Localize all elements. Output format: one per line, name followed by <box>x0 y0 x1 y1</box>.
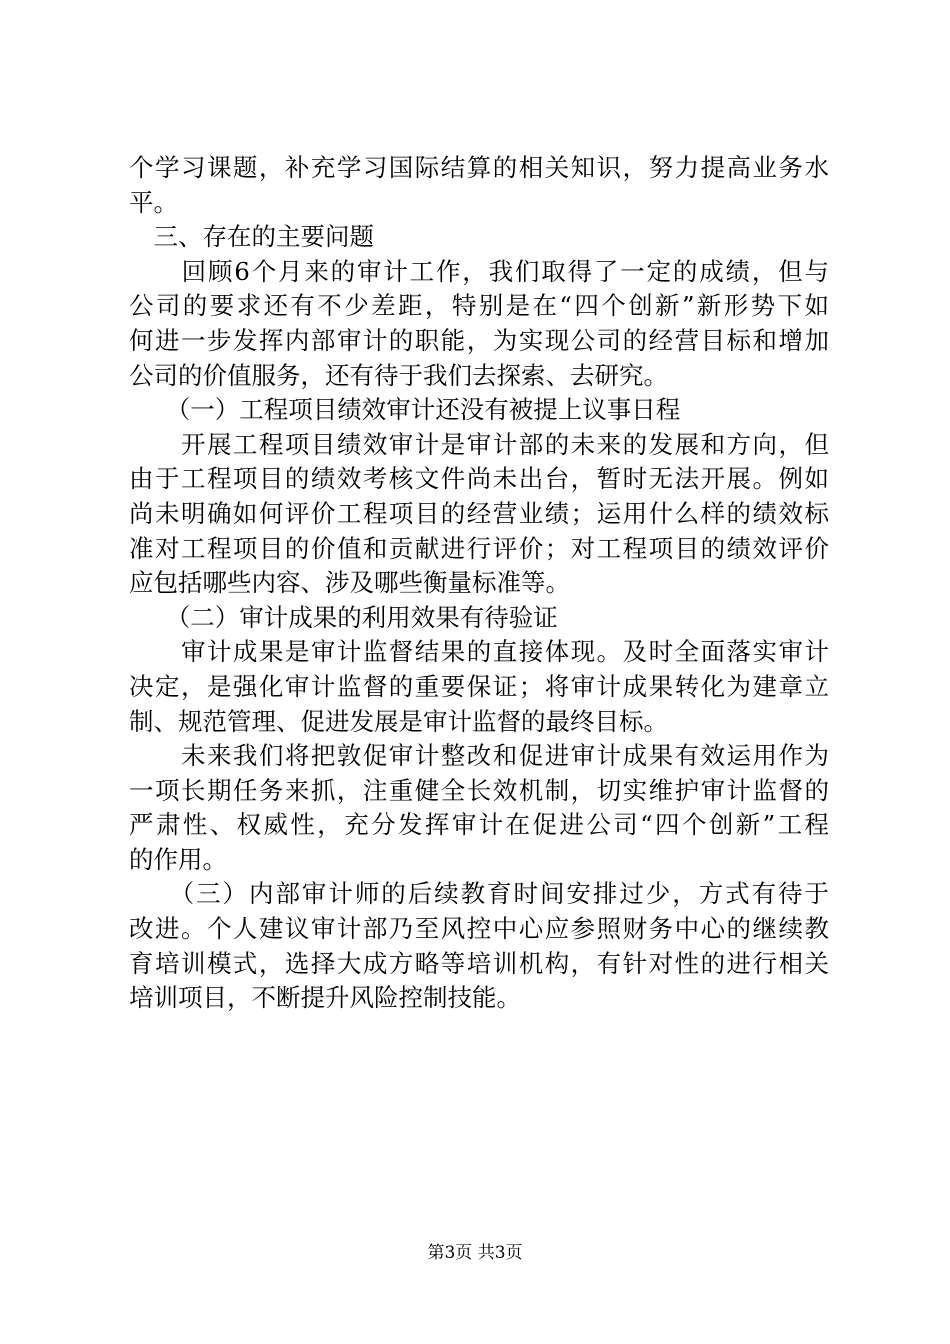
text-line: 制、规范管理、促进发展是审计监督的最终目标。 <box>129 706 668 736</box>
text-line: 审计成果是审计监督结果的直接体现。及时全面落实审计 <box>129 637 829 667</box>
text-line: 未来我们将把敦促审计整改和促进审计成果有效运用作为 <box>129 741 829 771</box>
document-body <box>129 151 829 1016</box>
text-line: 公司的价值服务，还有待于我们去探索、去研究。 <box>129 360 668 390</box>
text-line: 改进。个人建议审计部乃至风控中心应参照财务中心的继续教 <box>129 914 829 944</box>
page-number-footer: 第3页 共3页 <box>427 1243 523 1263</box>
text-line: 开展工程项目绩效审计是审计部的未来的发展和方向，但 <box>129 429 829 459</box>
text-line: 的作用。 <box>129 844 227 874</box>
text-line: 尚未明确如何评价工程项目的经营业绩；运用什么样的绩效标 <box>129 498 829 528</box>
text-line: 回顾6个月来的审计工作，我们取得了一定的成绩，但与 <box>129 256 829 286</box>
text-line: 准对工程项目的价值和贡献进行评价；对工程项目的绩效评价 <box>129 533 829 563</box>
text-line: 由于工程项目的绩效考核文件尚未出台，暂时无法开展。例如 <box>129 464 829 494</box>
text-line: 一项长期任务来抓，注重健全长效机制，切实维护审计监督的 <box>129 775 829 805</box>
text-line: （三）内部审计师的后续教育时间安排过少，方式有待于 <box>129 879 829 909</box>
text-line: 育培训模式，选择大成方略等培训机构，有针对性的进行相关 <box>129 948 829 978</box>
text-line: 决定，是强化审计监督的重要保证；将审计成果转化为建章立 <box>129 671 829 701</box>
text-line: 公司的要求还有不少差距，特别是在“四个创新”新形势下如 <box>129 291 829 321</box>
text-line: 应包括哪些内容、涉及哪些衡量标准等。 <box>129 568 570 598</box>
subsection-heading: （二）审计成果的利用效果有待验证 <box>129 602 558 632</box>
subsection-heading: （一）工程项目绩效审计还没有被提上议事日程 <box>129 395 681 425</box>
text-line: 个学习课题，补充学习国际结算的相关知识，努力提高业务水 <box>129 153 829 182</box>
text-line: 平。 <box>129 187 178 217</box>
section-heading: 三、存在的主要问题 <box>129 222 374 252</box>
text-line: 培训项目，不断提升风险控制技能。 <box>129 983 521 1013</box>
text-line: 何进一步发挥内部审计的职能，为实现公司的经营目标和增加 <box>129 325 829 355</box>
text-line: 严肃性、权威性，充分发挥审计在促进公司“四个创新”工程 <box>129 810 829 840</box>
